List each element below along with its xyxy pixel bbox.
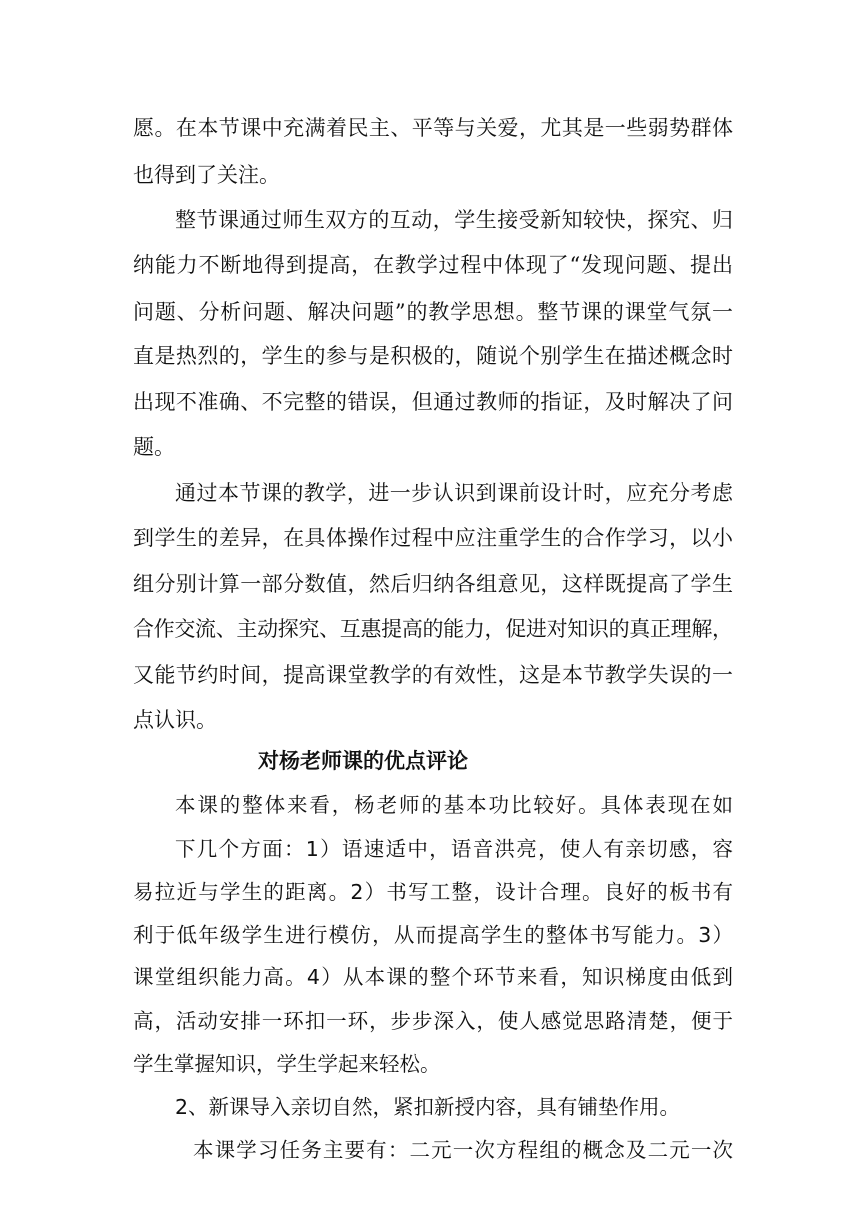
paragraph-line: 出现不准确、不完整的错误，但通过教师的指证，及时解决了问 xyxy=(133,390,734,414)
paragraph-line: 整节课通过师生双方的互动，学生接受新知较快，探究、归 xyxy=(175,208,734,232)
paragraph-line: 问题、分析问题、解决问题”的教学思想。整节课的课堂气氛一 xyxy=(133,300,734,324)
paragraph-line: 题。 xyxy=(133,435,175,459)
paragraph-line: 易拉近与学生的距离。2）书写工整，设计合理。良好的板书有 xyxy=(133,880,735,904)
paragraph-line: 愿。在本节课中充满着民主、平等与关爱，尤其是一些弱势群体 xyxy=(133,116,734,140)
paragraph-line: 直是热烈的，学生的参与是积极的，随说个别学生在描述概念时 xyxy=(133,344,734,368)
paragraph-line: 利于低年级学生进行模仿，从而提高学生的整体书写能力。3） xyxy=(133,923,735,947)
paragraph-line: 本课学习任务主要有：二元一次方程组的概念及二元一次 xyxy=(193,1138,735,1162)
paragraph-line: 本课的整体来看，杨老师的基本功比较好。具体表现在如 xyxy=(175,793,735,817)
paragraph-line: 下几个方面：1）语速适中，语音洪亮，使人有亲切感，容 xyxy=(175,837,735,861)
paragraph-line: 高，活动安排一环扣一环，步步深入，使人感觉思路清楚，便于 xyxy=(133,1009,734,1033)
paragraph-line: 点认识。 xyxy=(133,708,217,732)
paragraph-line: 合作交流、主动探究、互惠提高的能力，促进对知识的真正理解， xyxy=(133,617,733,641)
paragraph-line: 纳能力不断地得到提高，在教学过程中体现了“发现问题、提出 xyxy=(133,253,734,277)
paragraph-line: 通过本节课的教学，进一步认识到课前设计时，应充分考虑 xyxy=(175,481,734,505)
paragraph-line: 组分别计算一部分数值，然后归纳各组意见，这样既提高了学生 xyxy=(133,572,734,596)
paragraph-line: 课堂组织能力高。4）从本课的整个环节来看，知识梯度由低到 xyxy=(133,965,735,989)
paragraph-line: 也得到了关注。 xyxy=(133,163,280,187)
section-title: 对杨老师课的优点评论 xyxy=(258,749,468,773)
paragraph-line: 学生掌握知识，学生学起来轻松。 xyxy=(133,1052,441,1076)
paragraph-line: 2、新课导入亲切自然，紧扣新授内容，具有铺垫作用。 xyxy=(175,1095,681,1119)
paragraph-line: 到学生的差异，在具体操作过程中应注重学生的合作学习，以小 xyxy=(133,526,734,550)
paragraph-line: 又能节约时间，提高课堂教学的有效性，这是本节教学失误的一 xyxy=(133,663,734,687)
